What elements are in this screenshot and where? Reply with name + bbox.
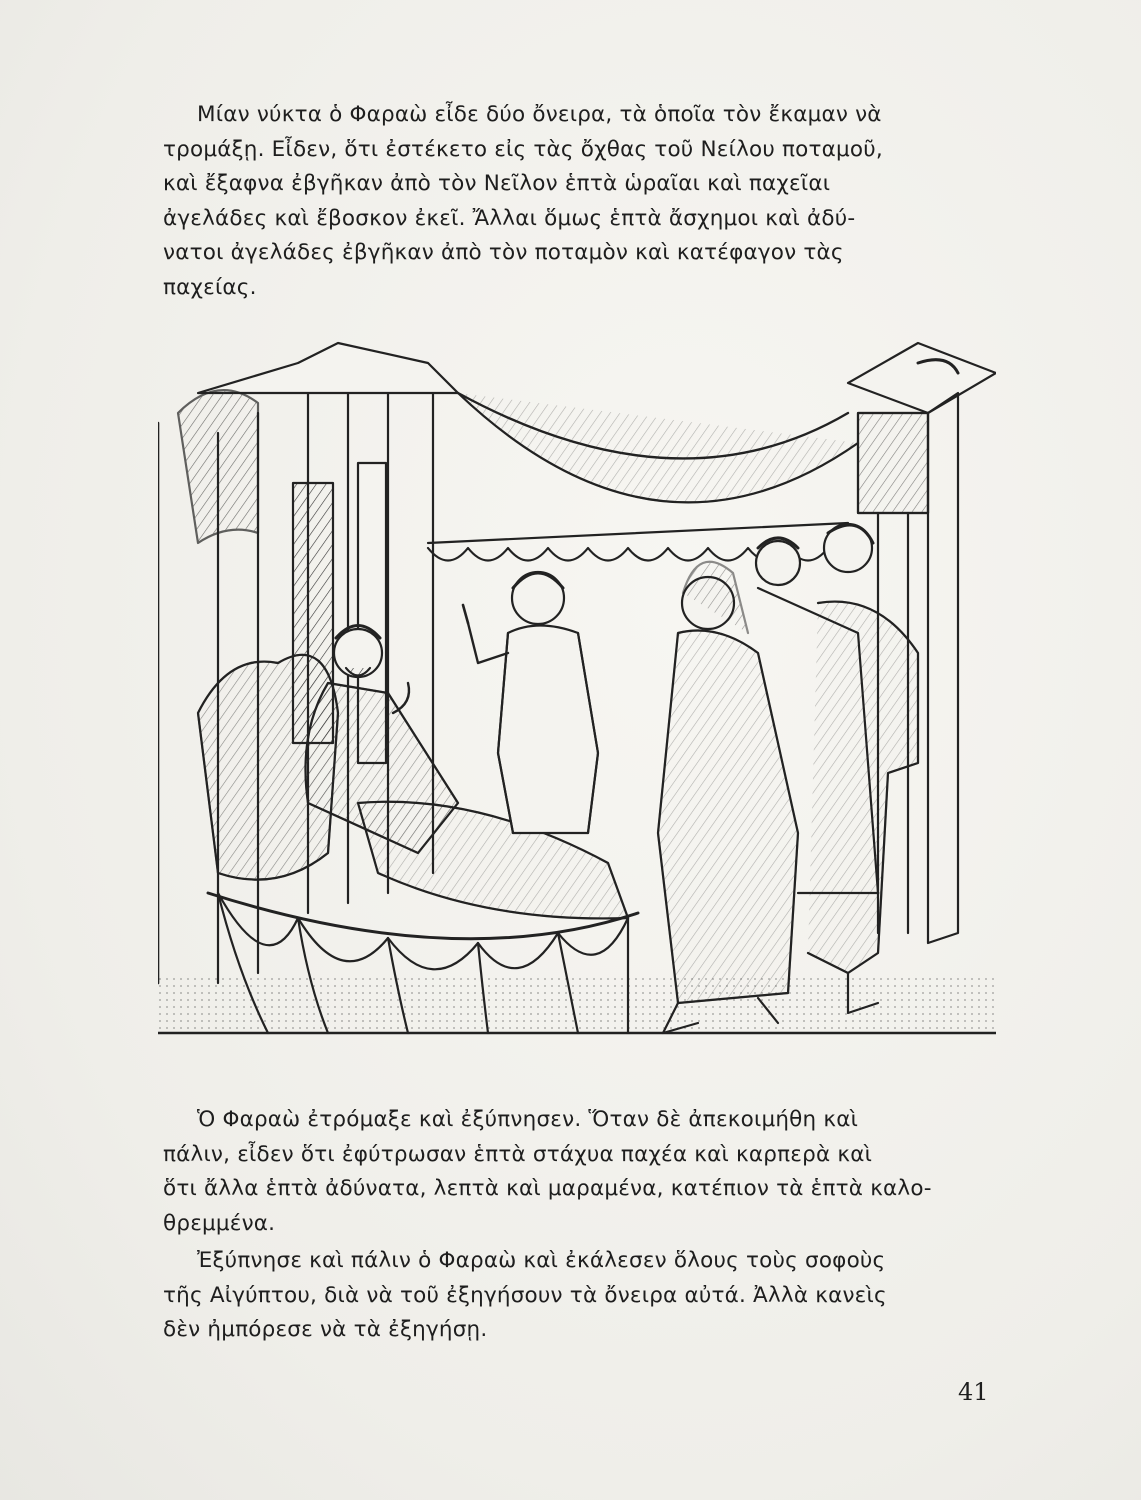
text-line: Ἐξύπνησε καὶ πάλιν ὁ Φαραὼ καὶ ἐκάλεσεν ὅλους τοὺς σοφοὺς (197, 1248, 886, 1273)
illustration-pharaoh-in-bed (158, 333, 996, 1073)
text-line: Ὁ Φαραὼ ἐτρόμαξε καὶ ἐξύπνησεν. Ὅταν δὲ ἀπεκοιμήθη καὶ (197, 1107, 859, 1132)
text-line: παχείας. (163, 274, 257, 300)
text-line: ὅτι ἄλλα ἑπτὰ ἀδύνατα, λεπτὰ καὶ μαραμένα, κατέπιον τὰ ἑπτὰ καλο- (163, 1176, 932, 1201)
text-line: ἀγελάδες καὶ ἔβοσκον ἐκεῖ. Ἄλλαι ὅμως ἑπτὰ ἄσχημοι καὶ ἀδύ- (163, 205, 856, 231)
text-line: δὲν ἠμπόρεσε νὰ τὰ ἐξηγήσῃ. (163, 1317, 488, 1342)
text-line: τρομάξῃ. Εἶδεν, ὅτι ἐστέκετο εἰς τὰς ὄχθας τοῦ Νείλου ποταμοῦ, (163, 136, 883, 162)
text-line: καὶ ἔξαφνα ἐβγῆκαν ἀπὸ τὸν Νεῖλον ἑπτὰ ὡραῖαι καὶ παχεῖαι (163, 171, 831, 196)
text-line: θρεμμένα. (163, 1210, 276, 1236)
paragraph-pharaoh-dream (163, 98, 975, 305)
page-number: 41 (958, 1378, 989, 1406)
text-line: νατοι ἀγελάδες ἐβγῆκαν ἀπὸ τὸν ποταμὸν καὶ κατέφαγον τὰς (163, 240, 844, 265)
text-line: τῆς Αἰγύπτου, διὰ νὰ τοῦ ἐξηγήσουν τὰ ὄνειρα αὐτά. Ἀλλὰ κανεὶς (163, 1282, 887, 1308)
text-line: πάλιν, εἶδεν ὅτι ἐφύτρωσαν ἑπτὰ στάχυα παχέα καὶ καρπερὰ καὶ (163, 1141, 873, 1167)
text-line: Μίαν νύκτα ὁ Φαραὼ εἶδε δύο ὄνειρα, τὰ ὁποῖα τὸν ἔκαμαν νὰ (197, 102, 882, 127)
paragraph-wise-men (163, 1244, 975, 1348)
paragraph-second-dream (163, 1103, 975, 1241)
